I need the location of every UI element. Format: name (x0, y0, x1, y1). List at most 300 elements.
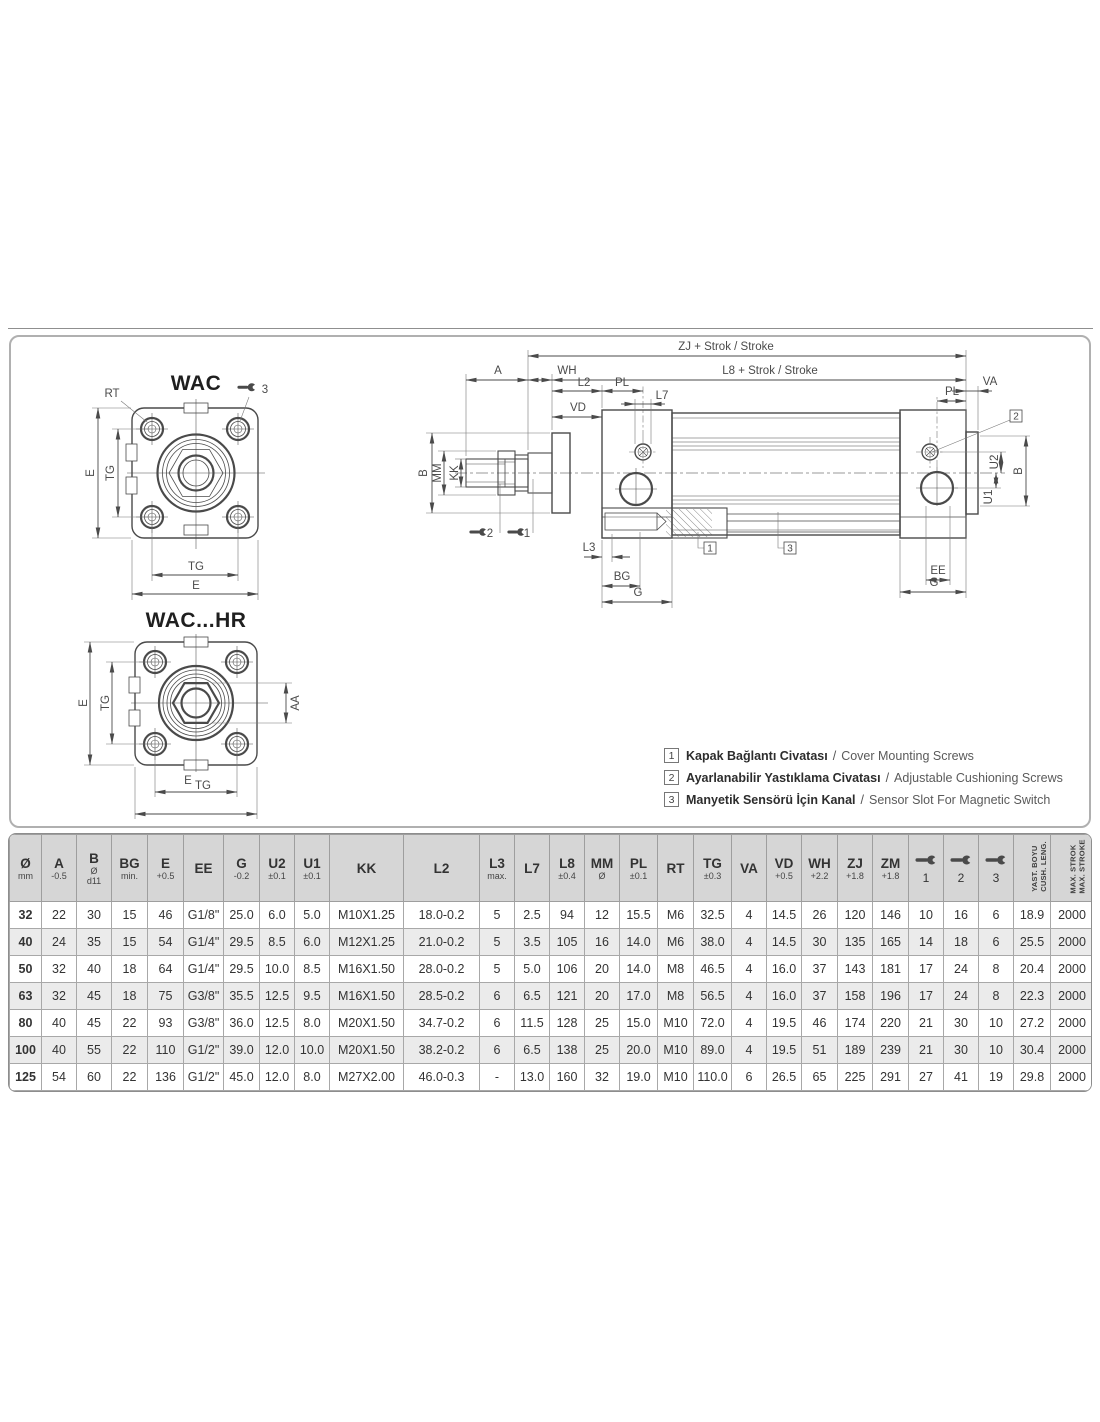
col-tolerance: ±0.4 (558, 870, 576, 881)
dim-tg-bottom: TG (188, 561, 204, 573)
cell-PL: 20.0 (620, 1037, 658, 1064)
legend-separator: / (860, 792, 864, 807)
cell-G: 29.5 (224, 956, 260, 983)
cell-U1: 8.0 (295, 1010, 330, 1037)
cell-TG: 110.0 (694, 1064, 732, 1091)
cell-L7: 2.5 (515, 902, 550, 929)
col-label: G (236, 855, 247, 871)
table-row (10, 1037, 1093, 1064)
cell-PL: 15.5 (620, 902, 658, 929)
table-row (10, 929, 1093, 956)
cell-B: 30 (77, 902, 112, 929)
col-tolerance: +1.8 (881, 870, 900, 881)
col-label: EE (194, 860, 213, 876)
cell-wrench1: 14 (909, 929, 944, 956)
wrench-1-number: 1 (523, 528, 531, 540)
cell-dia: 63 (10, 983, 42, 1010)
cell-RT: M8 (658, 956, 694, 983)
col-header-U2 (260, 835, 295, 902)
cell-PL: 19.0 (620, 1064, 658, 1091)
col-header-EE (184, 835, 224, 902)
col-header-L8 (550, 835, 585, 902)
cell-TG: 89.0 (694, 1037, 732, 1064)
col-header-TG (694, 835, 732, 902)
col-header-ZM (873, 835, 909, 902)
legend-text-tr: Ayarlanabilir Yastıklama Civatası (686, 770, 881, 785)
cell-VA: 4 (732, 902, 767, 929)
col-tolerance: mm (18, 870, 33, 881)
legend-number-box: 2 (664, 770, 679, 785)
cell-KK: M20X1.50 (330, 1037, 404, 1064)
cell-G: 45.0 (224, 1064, 260, 1091)
cell-MM: 32 (585, 1064, 620, 1091)
dim-bg: BG (613, 571, 631, 583)
cell-cush: 29.8 (1014, 1064, 1051, 1091)
cell-E: 136 (148, 1064, 184, 1091)
col-label: VA (740, 860, 758, 876)
col-header-E (148, 835, 184, 902)
cell-MM: 25 (585, 1010, 620, 1037)
cell-wrench3: 10 (979, 1037, 1014, 1064)
cell-BG: 18 (112, 956, 148, 983)
cell-L3: 5 (480, 956, 515, 983)
cell-U1: 8.0 (295, 1064, 330, 1091)
dim-pl-right: PL (944, 386, 960, 398)
dim-u1: U1 (983, 489, 995, 505)
col-header-B (77, 835, 112, 902)
col-label: A (54, 855, 64, 871)
cell-U1: 9.5 (295, 983, 330, 1010)
col-header-ZJ (838, 835, 873, 902)
cell-A: 40 (42, 1037, 77, 1064)
dim-b-left: B (418, 469, 430, 477)
col-tolerance: +1.8 (846, 870, 864, 881)
cell-E: 46 (148, 902, 184, 929)
cell-RT: M10 (658, 1064, 694, 1091)
cell-maxstr: 2000 (1051, 929, 1093, 956)
cell-G: 35.5 (224, 983, 260, 1010)
cell-wrench3: 19 (979, 1064, 1014, 1091)
legend-separator: / (885, 770, 890, 785)
cell-WH: 30 (802, 929, 838, 956)
cell-VD: 26.5 (767, 1064, 802, 1091)
cell-KK: M10X1.25 (330, 902, 404, 929)
dim-pl-left: PL (614, 377, 630, 389)
cell-U2: 12.5 (260, 1010, 295, 1037)
col-tolerance: ±0.3 (703, 870, 722, 881)
col-header-WH (802, 835, 838, 902)
cell-EE: G1/4" (184, 956, 224, 983)
cell-B: 40 (77, 956, 112, 983)
cell-wrench3: 10 (979, 1010, 1014, 1037)
cell-L2: 28.5-0.2 (404, 983, 480, 1010)
cell-L8: 128 (550, 1010, 585, 1037)
cell-KK: M16X1.50 (330, 956, 404, 983)
col-header-A (42, 835, 77, 902)
legend-text-en: Cover Mounting Screws (841, 748, 974, 763)
dim-u2: U2 (989, 454, 1001, 470)
cell-wrench3: 6 (979, 929, 1014, 956)
cell-MM: 20 (585, 956, 620, 983)
col-header-L7 (515, 835, 550, 902)
cell-EE: G3/8" (184, 983, 224, 1010)
cell-VD: 19.5 (767, 1037, 802, 1064)
col-tolerance: +0.5 (775, 870, 793, 881)
col-label: BG (119, 855, 140, 871)
cell-U1: 6.0 (295, 929, 330, 956)
section-divider (8, 328, 1093, 329)
col-label: MM (590, 855, 614, 871)
cell-dia: 32 (10, 902, 42, 929)
col-header-cush (1014, 835, 1051, 902)
dim-tg-bottom-hr: TG (195, 780, 211, 792)
cell-MM: 20 (585, 983, 620, 1010)
wrench-1-marker (507, 479, 533, 540)
cell-dia: 40 (10, 929, 42, 956)
cell-wrench1: 10 (909, 902, 944, 929)
cell-KK: M12X1.25 (330, 929, 404, 956)
cell-wrench1: 21 (909, 1010, 944, 1037)
col-tolerance: d11 (86, 875, 102, 886)
cell-BG: 22 (112, 1064, 148, 1091)
front-view-wac-hr (78, 609, 302, 819)
col-label: B (89, 850, 99, 866)
cell-L7: 6.5 (515, 1037, 550, 1064)
col-tolerance: +0.5 (156, 870, 175, 881)
cell-L8: 94 (550, 902, 585, 929)
cell-maxstr: 2000 (1051, 1010, 1093, 1037)
wrench-3-number: 3 (261, 384, 269, 396)
rear-head (900, 410, 966, 538)
cell-dia: 125 (10, 1064, 42, 1091)
legend-text-tr: Manyetik Sensörü İçin Kanal (686, 792, 856, 807)
cell-E: 54 (148, 929, 184, 956)
wrench-2-marker (469, 484, 500, 540)
cell-BG: 22 (112, 1010, 148, 1037)
cell-wrench1: 17 (909, 983, 944, 1010)
cell-ZJ: 135 (838, 929, 873, 956)
cell-ZJ: 158 (838, 983, 873, 1010)
cell-L8: 138 (550, 1037, 585, 1064)
cell-L7: 5.0 (515, 956, 550, 983)
cell-MM: 16 (585, 929, 620, 956)
cell-KK: M27X2.00 (330, 1064, 404, 1091)
cell-L3: 5 (480, 902, 515, 929)
legend-text-en: Sensor Slot For Magnetic Switch (868, 792, 1051, 807)
col-tolerance: ±0.1 (303, 870, 321, 881)
dim-l8: L8 + Strok / Stroke (722, 365, 818, 377)
cell-L7: 11.5 (515, 1010, 550, 1037)
cell-A: 32 (42, 983, 77, 1010)
cell-L2: 38.2-0.2 (404, 1037, 480, 1064)
cell-MM: 25 (585, 1037, 620, 1064)
col-header-wrench3 (979, 835, 1014, 902)
cell-ZM: 239 (873, 1037, 909, 1064)
dim-zj: ZJ + Strok / Stroke (678, 341, 774, 353)
cell-L2: 34.7-0.2 (404, 1010, 480, 1037)
cell-L8: 106 (550, 956, 585, 983)
cell-PL: 14.0 (620, 929, 658, 956)
cell-L7: 6.5 (515, 983, 550, 1010)
cell-ZJ: 189 (838, 1037, 873, 1064)
cell-B: 35 (77, 929, 112, 956)
cell-ZM: 165 (873, 929, 909, 956)
table-row (10, 956, 1093, 983)
col-label: Ø (20, 855, 31, 871)
cell-dia: 80 (10, 1010, 42, 1037)
col-header-wrench1 (909, 835, 944, 902)
dim-e-left-hr: E (78, 699, 90, 707)
marker-3-number: 3 (787, 543, 793, 555)
cell-wrench3: 8 (979, 983, 1014, 1010)
cell-TG: 72.0 (694, 1010, 732, 1037)
header-row (10, 835, 1093, 902)
cell-RT: M8 (658, 983, 694, 1010)
cell-B: 45 (77, 1010, 112, 1037)
cell-VD: 19.5 (767, 1010, 802, 1037)
cell-wrench1: 17 (909, 956, 944, 983)
cell-wrench1: 27 (909, 1064, 944, 1091)
legend (664, 747, 1063, 813)
table-row (10, 983, 1093, 1010)
col-tolerance: ±0.1 (629, 870, 648, 881)
wrench-3-marker (237, 383, 268, 421)
dim-ee: EE (930, 565, 946, 577)
cell-cush: 20.4 (1014, 956, 1051, 983)
cell-VA: 4 (732, 1010, 767, 1037)
legend-number-box: 1 (664, 748, 679, 763)
table-row (10, 1010, 1093, 1037)
cell-PL: 15.0 (620, 1010, 658, 1037)
cell-ZM: 220 (873, 1010, 909, 1037)
cell-VD: 14.5 (767, 929, 802, 956)
section-view (418, 341, 1030, 608)
cell-L2: 28.0-0.2 (404, 956, 480, 983)
cell-L8: 121 (550, 983, 585, 1010)
cell-wrench2: 24 (944, 983, 979, 1010)
col-tolerance: Ø (90, 865, 98, 876)
cell-A: 22 (42, 902, 77, 929)
cell-B: 55 (77, 1037, 112, 1064)
cell-A: 40 (42, 1010, 77, 1037)
cell-wrench2: 30 (944, 1010, 979, 1037)
cell-U1: 10.0 (295, 1037, 330, 1064)
dim-mm: MM (432, 463, 444, 483)
cell-ZM: 181 (873, 956, 909, 983)
front-view-title: WAC (170, 372, 222, 395)
dim-wh: WH (557, 365, 577, 377)
cell-U1: 5.0 (295, 902, 330, 929)
cell-G: 29.5 (224, 929, 260, 956)
col-label: L3 (489, 855, 505, 871)
col-header-KK (330, 835, 404, 902)
dimension-table (9, 834, 1092, 1091)
cell-WH: 37 (802, 956, 838, 983)
cell-MM: 12 (585, 902, 620, 929)
col-label: ZJ (847, 855, 863, 871)
cell-E: 75 (148, 983, 184, 1010)
cell-TG: 46.5 (694, 956, 732, 983)
col-label: L2 (433, 860, 450, 876)
cell-maxstr: 2000 (1051, 1037, 1093, 1064)
cell-cush: 27.2 (1014, 1010, 1051, 1037)
rotated-header: YAST. BOYU CUSH. LENG. (1029, 841, 1048, 893)
col-header-BG (112, 835, 148, 902)
col-tolerance: ±0.1 (268, 870, 286, 881)
cell-L3: 5 (480, 929, 515, 956)
cell-U2: 12.5 (260, 983, 295, 1010)
legend-number-box: 3 (664, 792, 679, 807)
cell-RT: M10 (658, 1010, 694, 1037)
col-header-L3 (480, 835, 515, 902)
front-view-wac (85, 372, 268, 600)
dim-g-left: G (633, 587, 643, 599)
cell-WH: 26 (802, 902, 838, 929)
dim-aa: AA (290, 695, 302, 711)
col-label: ZM (880, 855, 901, 871)
cell-wrench2: 18 (944, 929, 979, 956)
col-label: U2 (268, 855, 286, 871)
marker-2 (932, 410, 1022, 452)
cell-ZJ: 225 (838, 1064, 873, 1091)
cell-U2: 6.0 (260, 902, 295, 929)
legend-text-en: Adjustable Cushioning Screws (894, 770, 1063, 785)
dim-a: A (494, 365, 502, 377)
cell-L3: 6 (480, 983, 515, 1010)
cell-E: 64 (148, 956, 184, 983)
cell-VA: 4 (732, 929, 767, 956)
cell-U1: 8.5 (295, 956, 330, 983)
col-label: U1 (303, 855, 321, 871)
cell-U2: 12.0 (260, 1064, 295, 1091)
col-label: E (160, 855, 170, 871)
col-label: L7 (524, 860, 540, 876)
cell-TG: 32.5 (694, 902, 732, 929)
legend-separator: / (832, 748, 837, 763)
wrench-size-number: 3 (992, 870, 1000, 885)
cell-L8: 105 (550, 929, 585, 956)
cell-G: 39.0 (224, 1037, 260, 1064)
col-tolerance: Ø (598, 870, 606, 881)
col-label: KK (356, 860, 377, 876)
cell-TG: 38.0 (694, 929, 732, 956)
dim-tg-left-hr: TG (100, 695, 112, 711)
cell-A: 54 (42, 1064, 77, 1091)
cell-U2: 10.0 (260, 956, 295, 983)
col-header-MM (585, 835, 620, 902)
cell-EE: G1/2" (184, 1037, 224, 1064)
cell-EE: G1/4" (184, 929, 224, 956)
wrench-icon (915, 855, 938, 865)
cell-cush: 25.5 (1014, 929, 1051, 956)
cell-VA: 4 (732, 956, 767, 983)
cell-cush: 30.4 (1014, 1037, 1051, 1064)
cell-L2: 21.0-0.2 (404, 929, 480, 956)
cell-WH: 51 (802, 1037, 838, 1064)
legend-item-3 (664, 791, 1063, 808)
legend-item-2 (664, 769, 1063, 786)
dimension-table-wrap (8, 833, 1092, 1092)
col-header-dia (10, 835, 42, 902)
legend-text-tr: Kapak Bağlantı Civatası (686, 748, 828, 763)
dim-g-right: G (929, 577, 939, 589)
col-tolerance: +2.2 (810, 870, 829, 881)
col-label: TG (703, 855, 722, 871)
col-header-U1 (295, 835, 330, 902)
cell-wrench2: 16 (944, 902, 979, 929)
col-tolerance: -0.2 (233, 870, 250, 881)
cell-PL: 17.0 (620, 983, 658, 1010)
col-label: L8 (559, 855, 575, 871)
cell-KK: M20X1.50 (330, 1010, 404, 1037)
cell-VA: 6 (732, 1064, 767, 1091)
col-header-maxstr (1051, 835, 1093, 902)
dim-kk: KK (449, 465, 461, 481)
col-tolerance: min. (120, 870, 138, 881)
cell-WH: 46 (802, 1010, 838, 1037)
cell-WH: 65 (802, 1064, 838, 1091)
col-label: VD (774, 855, 794, 871)
dim-e-bottom-hr: E (184, 775, 192, 787)
dim-e-bottom: E (192, 580, 200, 592)
front-view-hr-title: WAC...HR (145, 609, 247, 632)
col-header-VA (732, 835, 767, 902)
cell-VA: 4 (732, 983, 767, 1010)
col-label: WH (808, 855, 831, 871)
cell-L3: 6 (480, 1010, 515, 1037)
col-header-RT (658, 835, 694, 902)
cell-maxstr: 2000 (1051, 902, 1093, 929)
rotated-header: MAX. STROK MAX. STROKE (1068, 839, 1087, 894)
dim-l2: L2 (577, 377, 591, 389)
cell-TG: 56.5 (694, 983, 732, 1010)
cell-VA: 4 (732, 1037, 767, 1064)
cell-B: 60 (77, 1064, 112, 1091)
cell-RT: M6 (658, 902, 694, 929)
dim-l3: L3 (582, 542, 596, 554)
cell-E: 110 (148, 1037, 184, 1064)
cell-RT: M6 (658, 929, 694, 956)
dim-l7: L7 (655, 390, 669, 402)
cell-L3: 6 (480, 1037, 515, 1064)
marker-2-number: 2 (1013, 411, 1019, 423)
bottom-section (602, 508, 900, 538)
table-row (10, 1064, 1093, 1091)
cell-wrench3: 6 (979, 902, 1014, 929)
cell-L7: 13.0 (515, 1064, 550, 1091)
dim-va: VA (982, 376, 998, 388)
col-label: PL (629, 855, 648, 871)
dim-vd: VD (570, 402, 586, 414)
wrench-size-number: 2 (957, 870, 965, 885)
col-header-wrench2 (944, 835, 979, 902)
cell-L7: 3.5 (515, 929, 550, 956)
col-tolerance: -0.5 (51, 870, 67, 881)
marker-1-number: 1 (707, 543, 713, 555)
cell-wrench2: 41 (944, 1064, 979, 1091)
cell-ZM: 291 (873, 1064, 909, 1091)
cell-PL: 14.0 (620, 956, 658, 983)
cell-BG: 22 (112, 1037, 148, 1064)
cell-VD: 14.5 (767, 902, 802, 929)
cell-U2: 12.0 (260, 1037, 295, 1064)
cell-L2: 18.0-0.2 (404, 902, 480, 929)
cell-G: 25.0 (224, 902, 260, 929)
cell-ZJ: 143 (838, 956, 873, 983)
cell-EE: G3/8" (184, 1010, 224, 1037)
cell-L3: - (480, 1064, 515, 1091)
cell-wrench2: 24 (944, 956, 979, 983)
